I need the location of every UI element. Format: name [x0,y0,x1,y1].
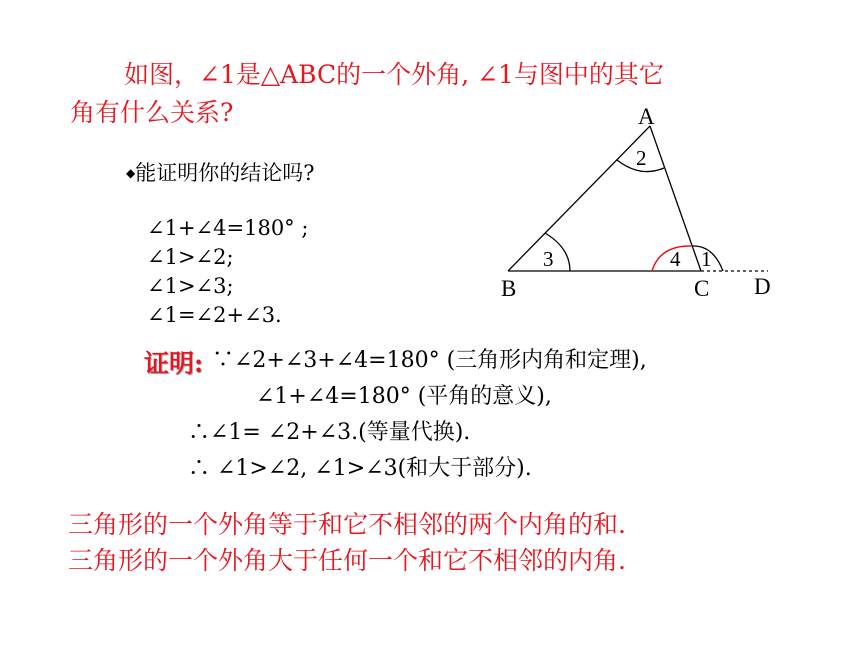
angle-label-3: 3 [543,247,554,271]
proof-line: ∵∠2+∠3+∠4=180° (三角形内角和定理), [212,348,647,373]
vertex-d: D [754,274,771,299]
conclusion-line: 三角形的一个外角大于任何一个和它不相邻的内角. [68,546,626,575]
proof-line: ∴ ∠1>∠2, ∠1>∠3(和大于部分). [188,456,532,481]
question-line-2: 角有什么关系? [70,98,234,127]
relation-item: ∠1+∠4=180° ; [147,216,309,240]
bullet-diamond-icon: ◆ [126,166,136,180]
relation-item: ∠1=∠2+∠3. [147,303,282,327]
proof-line: ∠1+∠4=180° (平角的意义), [256,384,552,409]
angle-label-1: 1 [701,247,712,271]
angle-label-4: 4 [670,247,681,271]
prompt-text: 能证明你的结论吗? [135,161,315,185]
relation-item: ∠1>∠3; [147,274,234,298]
vertex-a: A [638,104,655,129]
question-line-1: 如图，∠1是△ABC的一个外角, ∠1与图中的其它 [124,60,664,89]
angle-label-2: 2 [636,146,647,170]
vertex-c: C [694,276,710,301]
proof-label: 证明: [144,349,204,378]
conclusion-line: 三角形的一个外角等于和它不相邻的两个内角的和. [68,510,626,539]
vertex-b: B [501,276,517,301]
relation-item: ∠1>∠2; [147,245,234,269]
side-ab [508,126,650,271]
proof-line: ∴∠1= ∠2+∠3.(等量代换). [188,420,471,445]
